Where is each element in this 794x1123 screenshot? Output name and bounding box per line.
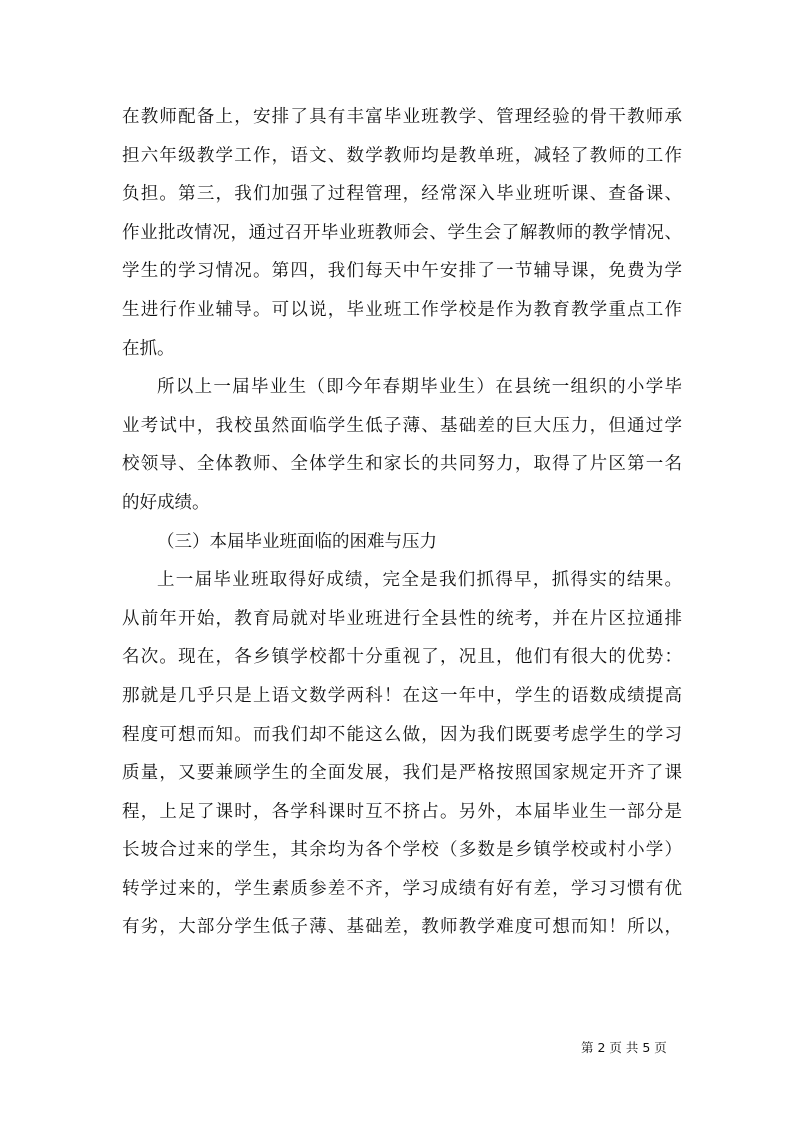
text-line: 的好成绩。: [122, 492, 210, 513]
text-line: 生进行作业辅导。可以说，毕业班工作学校是作为教育教学重点工作: [122, 299, 682, 320]
text-line: 有劣，大部分学生低子薄、基础差，教师教学难度可想而知！所以，: [122, 917, 682, 938]
text-line: 程度可想而知。而我们却不能这么做，因为我们既要考虑学生的学习: [122, 724, 682, 745]
paragraph-first-line: 上一届毕业班取得好成绩，完全是我们抓得早，抓得实的结果。: [157, 570, 682, 591]
text-line: 在教师配备上，安排了具有丰富毕业班教学、管理经验的骨干教师承: [122, 107, 682, 127]
text-line: 学生的学习情况。第四，我们每天中午安排了一节辅导课，免费为学: [122, 261, 682, 282]
body-text: [122, 98, 682, 947]
page-number-footer: 第 2 页 共 5 页: [581, 1040, 667, 1055]
text-line: 从前年开始，教育局就对毕业班进行全县性的统考，并在片区拉通排: [122, 608, 682, 629]
text-line: 在抓。: [122, 338, 175, 359]
paragraph-first-line: 所以上一届毕业生（即今年春期毕业生）在县统一组织的小学毕: [157, 377, 682, 398]
text-line: 转学过来的，学生素质参差不齐，学习成绩有好有差，学习习惯有优: [122, 878, 682, 899]
text-line: 那就是几乎只是上语文数学两科！在这一年中，学生的语数成绩提高: [122, 685, 682, 706]
text-line: 校领导、全体教师、全体学生和家长的共同努力，取得了片区第一名: [122, 454, 682, 475]
text-line: 负担。第三，我们加强了过程管理，经常深入毕业班听课、查备课、: [122, 184, 682, 205]
text-line: 程，上足了课时，各学科课时互不挤占。另外，本届毕业生一部分是: [122, 801, 682, 822]
text-line: 名次。现在，各乡镇学校都十分重视了，况且，他们有很大的优势：: [122, 647, 682, 668]
text-line: 作业批改情况，通过召开毕业班教师会、学生会了解教师的教学情况、: [122, 222, 682, 243]
text-line: 长坡合过来的学生，其余均为各个学校（多数是乡镇学校或村小学）: [122, 840, 682, 861]
text-line: 质量，又要兼顾学生的全面发展，我们是严格按照国家规定开齐了课: [122, 763, 682, 784]
section-heading: （三）本届毕业班面临的困难与压力: [157, 531, 437, 552]
text-line: 担六年级教学工作，语文、数学教师均是教单班，减轻了教师的工作: [122, 145, 682, 166]
text-line: 业考试中，我校虽然面临学生低子薄、基础差的巨大压力，但通过学: [122, 415, 682, 436]
